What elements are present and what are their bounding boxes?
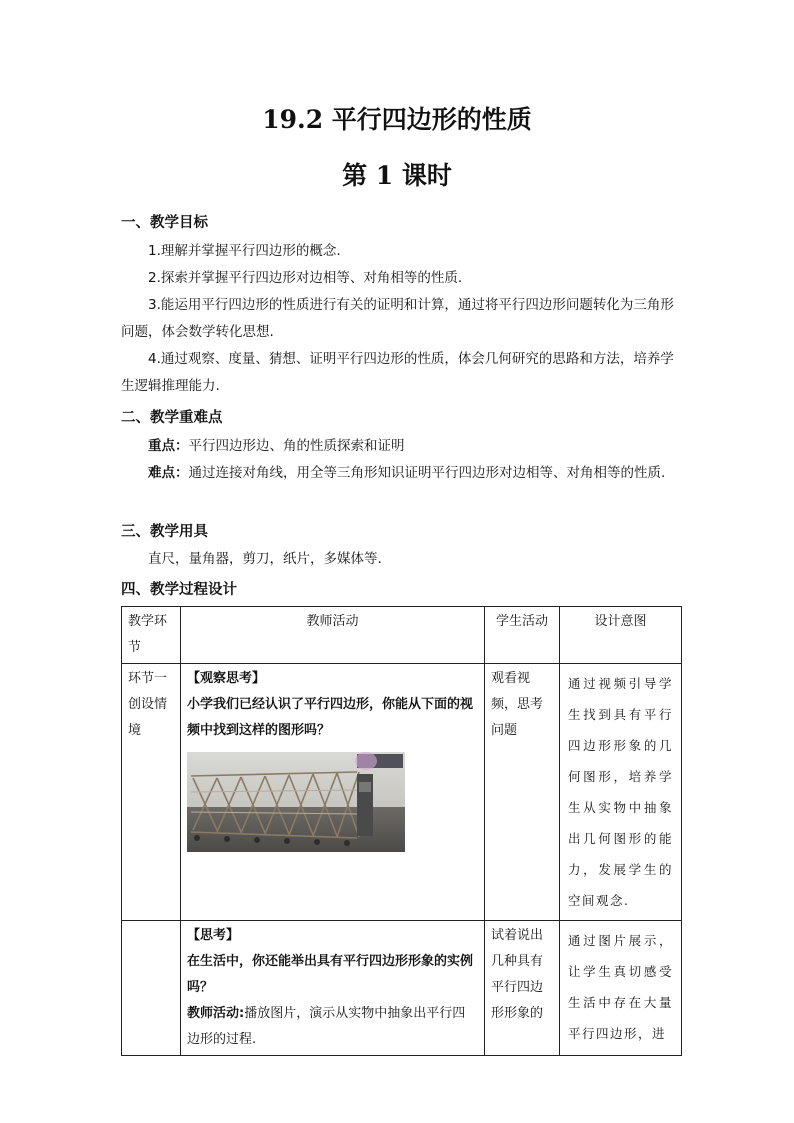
table-row bbox=[122, 664, 682, 921]
teacher-text: 小学我们已经认识了平行四边形，你能从下面的视频中找到这样的图形吗？ bbox=[187, 697, 474, 738]
stage-cell bbox=[122, 921, 181, 1056]
document-subtitle: 第 1 课时 bbox=[342, 161, 452, 190]
teacher-title: 【观察思考】 bbox=[187, 671, 266, 686]
difficult-point-text: 通过连接对角线，用全等三角形知识证明平行四边形对边相等、对角相等的性质. bbox=[188, 465, 666, 481]
section-heading-process: 四、教学过程设计 bbox=[121, 582, 237, 598]
teacher-title: 【思考】 bbox=[187, 928, 240, 943]
section-heading-goals: 一、教学目标 bbox=[121, 215, 208, 231]
section-heading-keypoints: 二、教学重难点 bbox=[121, 410, 223, 426]
teacher-cell bbox=[181, 664, 485, 921]
student-cell: 观看视频，思考问题 bbox=[485, 664, 560, 921]
difficult-point bbox=[121, 460, 681, 487]
goal-item-2: 2.探索并掌握平行四边形对边相等、对角相等的性质. bbox=[148, 270, 463, 286]
goal-item-4: 4.通过观察、度量、猜想、证明平行四边形的性质，体会几何研究的思路和方法，培养学生逻辑推理能力. bbox=[121, 351, 674, 394]
teacher-text: 在生活中，你还能举出具有平行四边形形象的实例吗？ bbox=[187, 954, 474, 995]
difficult-point-label: 难点： bbox=[148, 465, 189, 481]
key-point-label: 重点： bbox=[148, 438, 189, 454]
intent-cell: 通过视频引导学生找到具有平行四边形形象的几何图形，培养学生从实物中抽象出几何图形的能力，发展学生的空间观念. bbox=[560, 664, 682, 921]
table-row bbox=[122, 921, 682, 1056]
header-intent: 设计意图 bbox=[560, 607, 682, 664]
teacher-activity-label: 教师活动: bbox=[187, 1006, 245, 1021]
retractable-gate-image bbox=[187, 752, 405, 852]
section-heading-tools: 三、教学用具 bbox=[121, 524, 208, 540]
table-header-row bbox=[122, 607, 682, 664]
key-point bbox=[121, 433, 681, 460]
student-cell: 试着说出几种具有平行四边形形象的 bbox=[485, 921, 560, 1056]
tools-text: 直尺，量角器，剪刀，纸片，多媒体等. bbox=[148, 551, 382, 567]
teacher-cell bbox=[181, 921, 485, 1056]
teacher-activity bbox=[187, 1001, 478, 1053]
header-stage: 教学环节 bbox=[122, 607, 181, 664]
header-teacher: 教师活动 bbox=[181, 607, 485, 664]
stage-cell: 环节一 创设情境 bbox=[122, 664, 181, 921]
goal-item-3: 3.能运用平行四边形的性质进行有关的证明和计算，通过将平行四边形问题转化为三角形问题，体会数学转化思想. bbox=[121, 297, 674, 340]
intent-cell: 通过图片展示，让学生真切感受生活中存在大量平行四边形，进 bbox=[560, 921, 682, 1056]
document-title: 19.2 平行四边形的性质 bbox=[262, 105, 532, 134]
goal-item-1: 1.理解并掌握平行四边形的概念. bbox=[148, 243, 341, 259]
teacher-activity-text: 播放图片，演示从实物中抽象出平行四边形的过程. bbox=[187, 1006, 466, 1047]
key-point-text: 平行四边形边、角的性质探索和证明 bbox=[188, 438, 405, 454]
lesson-process-table bbox=[121, 606, 682, 1056]
gate-photo bbox=[187, 752, 405, 852]
header-student: 学生活动 bbox=[485, 607, 560, 664]
